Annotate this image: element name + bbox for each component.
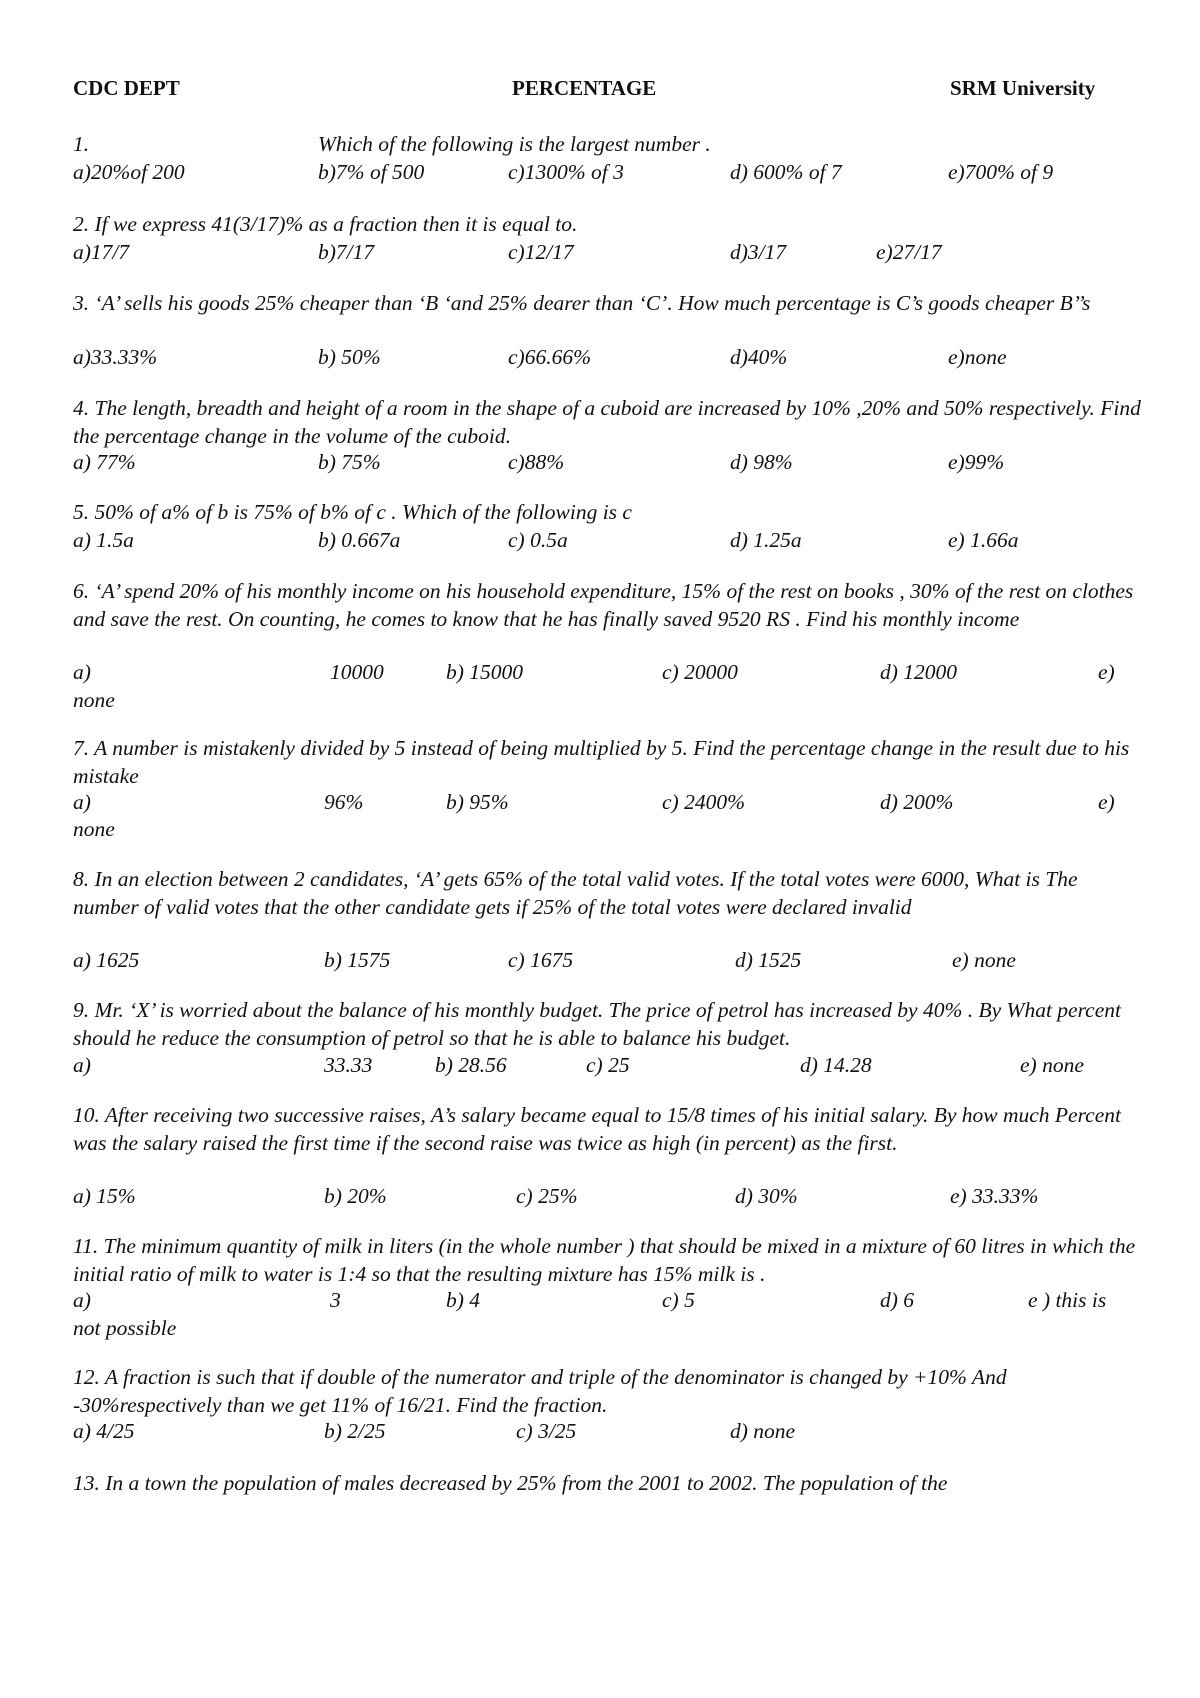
option-e: e)99% (948, 450, 1005, 474)
question-text: 13. In a town the population of males decreased by 25% from the 2001 to 2002. The population of the (73, 1471, 948, 1495)
question-text: 3. ‘A’ sells his goods 25% cheaper than ‘B ‘and 25% dearer than ‘C’. How much percentage is C’s goods cheaper B’’s (73, 291, 1091, 315)
option-a-value: 10000 (330, 660, 384, 684)
option-a: a)33.33% (73, 345, 158, 369)
option-a: a) (73, 1288, 91, 1312)
option-b: b)7% of 500 (318, 160, 425, 184)
option-d: d) none (730, 1419, 796, 1443)
option-e: e) 1.66a (948, 528, 1019, 552)
option-c: c) 0.5a (508, 528, 568, 552)
option-c: c)1300% of 3 (508, 160, 624, 184)
option-c: c) 25 (586, 1053, 630, 1077)
question-text: 5. 50% of a% of b is 75% of b% of c . Which of the following is c (73, 500, 632, 524)
option-b: b) 95% (446, 790, 509, 814)
option-e: e ) this is (1028, 1288, 1107, 1312)
option-a: a) 4/25 (73, 1419, 135, 1443)
question-text: 2. If we express 41(3/17)% as a fraction then it is equal to. (73, 212, 578, 236)
header-university: SRM University (950, 76, 1096, 100)
option-c: c) 20000 (662, 660, 738, 684)
question-text: 10. After receiving two successive raises, A’s salary became equal to 15/8 times of his initial salary. By how much Percent was the salary raised the first time if the second raise was twice as high (in percent) as the first. (73, 1103, 1121, 1155)
option-e: e)27/17 (876, 240, 942, 264)
option-c: c) 1675 (508, 948, 574, 972)
option-a: a) 1.5a (73, 528, 134, 552)
option-a-value: 96% (324, 790, 364, 814)
option-a-value: 33.33 (324, 1053, 373, 1077)
option-c: c)88% (508, 450, 565, 474)
option-d: d) 98% (730, 450, 793, 474)
question-text: 12. A fraction is such that if double of the numerator and triple of the denominator is changed by +10% And -30%respectively than we get 11% of 16/21. Find the fraction. (73, 1365, 1007, 1417)
option-d: d) 1.25a (730, 528, 802, 552)
option-c: c) 5 (662, 1288, 695, 1312)
option-c: c) 3/25 (516, 1419, 577, 1443)
option-a: a) (73, 660, 91, 684)
option-e: e) none (952, 948, 1016, 972)
option-a: a) 1625 (73, 948, 140, 972)
question-text: 7. A number is mistakenly divided by 5 instead of being multiplied by 5. Find the percentage change in the result due to his mistake (73, 736, 1130, 788)
question-text: 11. The minimum quantity of milk in liters (in the whole number ) that should be mixed in a mixture of 60 litres in which the initial ratio of milk to water is 1:4 so that the resulting mixture has 15% milk is . (73, 1234, 1136, 1286)
option-b: b) 4 (446, 1288, 481, 1312)
option-c: c)12/17 (508, 240, 574, 264)
option-a: a)17/7 (73, 240, 130, 264)
option-e: e) none (1020, 1053, 1084, 1077)
option-d: d)40% (730, 345, 788, 369)
option-d: d) 600% of 7 (730, 160, 842, 184)
option-e-continued: not possible (73, 1316, 177, 1340)
option-e: e) (1098, 790, 1115, 814)
option-a-value: 3 (330, 1288, 341, 1312)
header-dept: CDC DEPT (73, 76, 180, 100)
option-b: b) 28.56 (435, 1053, 507, 1077)
option-a: a) 15% (73, 1184, 136, 1208)
option-d: d) 30% (735, 1184, 798, 1208)
question-number: 1. (73, 132, 90, 156)
option-c: c) 25% (516, 1184, 578, 1208)
option-e: e) (1098, 660, 1115, 684)
option-b: b) 50% (318, 345, 381, 369)
option-a: a)20%of 200 (73, 160, 185, 184)
option-d: d) 12000 (880, 660, 958, 684)
option-d: d) 1525 (735, 948, 802, 972)
option-b: b) 20% (324, 1184, 387, 1208)
option-e: e)none (948, 345, 1007, 369)
question-text: 9. Mr. ‘X’ is worried about the balance of his monthly budget. The price of petrol has increased by 40% . By What percent should he reduce the consumption of petrol so that he is able to balance his budget. (73, 998, 1121, 1050)
option-e: e)700% of 9 (948, 160, 1054, 184)
option-d: d)3/17 (730, 240, 787, 264)
option-b: b) 75% (318, 450, 381, 474)
header-title: PERCENTAGE (512, 76, 657, 100)
option-b: b) 1575 (324, 948, 391, 972)
question-text: 8. In an election between 2 candidates, ‘A’ gets 65% of the total valid votes. If the total votes were 6000, What is The number of valid votes that the other candidate gets if 25% of the total votes were declared invalid (73, 867, 1078, 919)
option-e: e) 33.33% (950, 1184, 1039, 1208)
option-c: c)66.66% (508, 345, 591, 369)
question-text: Which of the following is the largest number . (318, 132, 711, 156)
option-d: d) 200% (880, 790, 954, 814)
option-b: b) 15000 (446, 660, 524, 684)
option-b: b) 2/25 (324, 1419, 386, 1443)
option-a: a) (73, 1053, 91, 1077)
question-text: 4. The length, breadth and height of a room in the shape of a cuboid are increased by 10% ,20% and 50% respectively. Find the percentage change in the volume of the cuboid. (73, 396, 1141, 448)
option-d: d) 6 (880, 1288, 915, 1312)
option-e-value: none (73, 817, 115, 841)
option-d: d) 14.28 (800, 1053, 872, 1077)
option-b: b)7/17 (318, 240, 375, 264)
option-c: c) 2400% (662, 790, 745, 814)
question-text: 6. ‘A’ spend 20% of his monthly income on his household expenditure, 15% of the rest on books , 30% of the rest on clothes and save the rest. On counting, he comes to know that he has finally saved 9520 RS . Find his monthly income (73, 579, 1134, 631)
option-b: b) 0.667a (318, 528, 401, 552)
option-a: a) 77% (73, 450, 136, 474)
option-a: a) (73, 790, 91, 814)
option-e-value: none (73, 688, 115, 712)
